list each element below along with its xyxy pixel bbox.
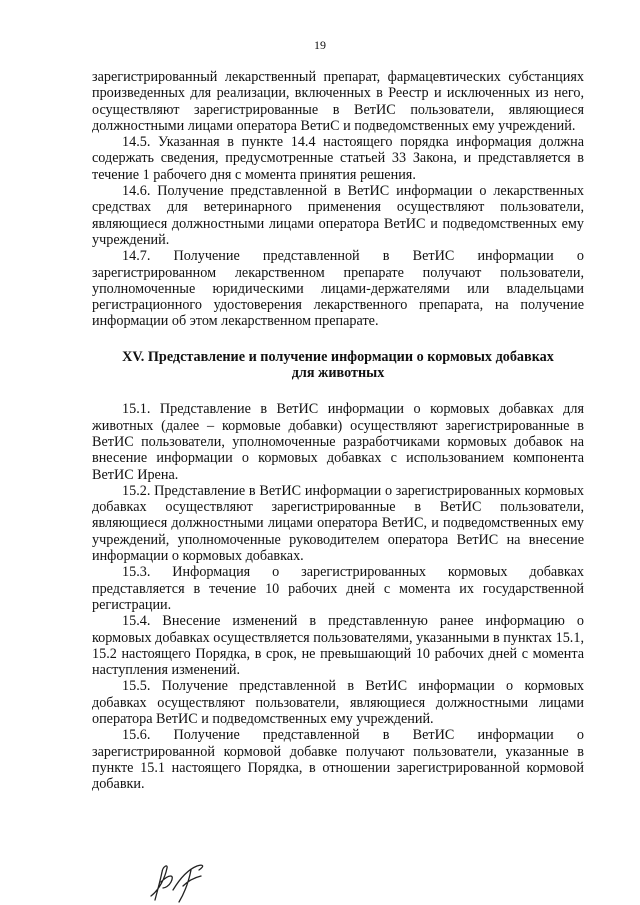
section-heading	[92, 349, 584, 382]
section-heading-line-1: XV. Представление и получение информации о кормовых добавках	[122, 348, 554, 365]
paragraph-15-6: 15.6. Получение представленной в ВетИС информации о зарегистрированной кормовой добавке получают пользователи, указанные в пункте 15.1 настоящего Порядка, в отношении зарегистрированной кормовой добавки.	[92, 727, 584, 793]
paragraph-continuation: зарегистрированный лекарственный препарат, фармацевтических субстанциях произведенных для реализации, включенных в Реестр и исключенных из него, осуществляют зарегистрированные в ВетИС пользователи, являющиеся должностными лицами оператора ВетиС и подведомственных ему учреждений.	[92, 69, 584, 134]
handwritten-signature-icon	[145, 860, 215, 904]
paragraph-15-5: 15.5. Получение представленной в ВетИС информации о кормовых добавках осуществляют пользователи, являющиеся должностными лицами оператора ВетИС и подведомственных ему учреждений.	[92, 678, 584, 727]
section-heading-line-2: для животных	[291, 365, 385, 382]
paragraph-15-1: 15.1. Представление в ВетИС информации о кормовых добавках для животных (далее – кормовые добавки) осуществляют зарегистрированные в ВетИС пользователи, уполномоченные разработчиками кормовых добавок на внесение информации о кормовых добавках с использованием компонента ВетИС Ирена.	[92, 401, 584, 483]
page-number: 19	[314, 38, 326, 52]
paragraph-14-5: 14.5. Указанная в пункте 14.4 настоящего порядка информация должна содержать сведения, предусмотренные статьей 33 Закона, и представляется в течение 1 рабочего дня с момента принятия решения.	[92, 134, 584, 183]
paragraph-14-6: 14.6. Получение представленной в ВетИС информации о лекарственных средствах для ветеринарного применения осуществляют пользователи, являющиеся должностными лицами оператора ВетИС и подведомственных ему учреждений.	[92, 183, 584, 248]
paragraph-14-7: 14.7. Получение представленной в ВетИС информации о зарегистрированном лекарственном препарате получают пользователи, уполномоченные юридическими лицами-держателями или владельцами регистрационного удостоверения лекарственного препарата, на получение информации об этом лекарственном препарате.	[92, 248, 584, 330]
document-body	[92, 69, 584, 792]
paragraph-15-4: 15.4. Внесение изменений в представленную ранее информацию о кормовых добавках осуществляется пользователями, указанными в пунктах 15.1, 15.2 настоящего Порядка, в срок, не превышающий 10 рабочих дней с момента наступления изменений.	[92, 613, 584, 679]
paragraph-15-3: 15.3. Информация о зарегистрированных кормовых добавках представляется в течение 10 рабочих дней с момента их государственной регистрации.	[92, 564, 584, 613]
paragraph-15-2: 15.2. Представление в ВетИС информации о зарегистрированных кормовых добавках осуществляют зарегистрированные в ВетИС пользователи, являющиеся должностными лицами оператора ВетИС, и подведомственных ему учреждений, уполномоченные руководителем оператора ВетИС на внесение информации о кормовых добавках.	[92, 482, 584, 565]
